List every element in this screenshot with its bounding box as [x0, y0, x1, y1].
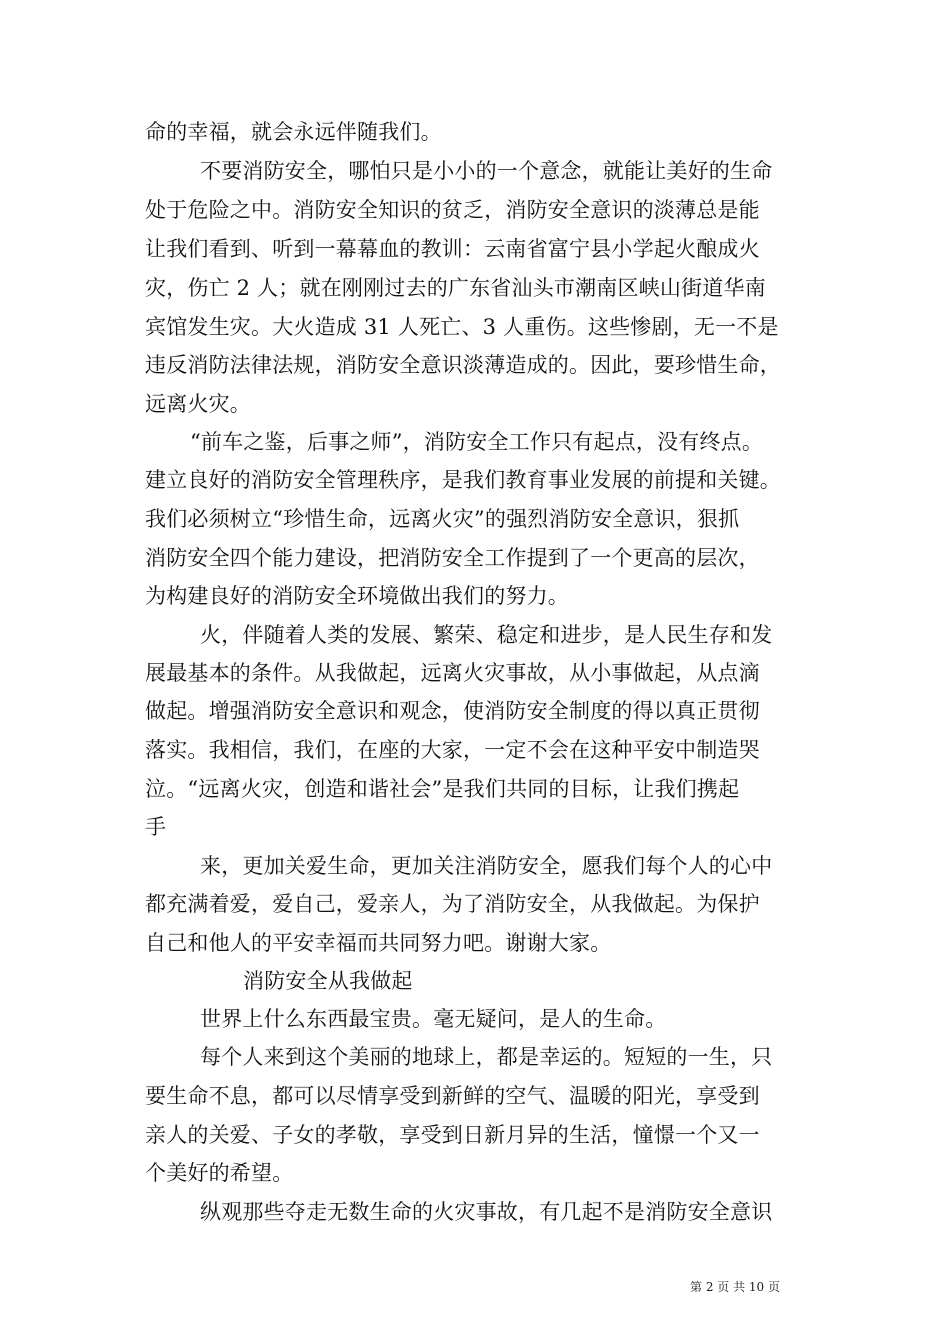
text-line: 泣。“远离火灾，创造和谐社会”是我们共同的目标，让我们携起 [145, 777, 740, 801]
text-line: 要生命不息，都可以尽情享受到新鲜的空气、温暖的阳光，享受到 [145, 1084, 760, 1108]
section-heading: 消防安全从我做起 [243, 969, 413, 993]
text-line: 手 [145, 815, 167, 839]
text-line: 为构建良好的消防安全环境做出我们的努力。 [145, 584, 569, 608]
text-line: 宾馆发生灾。大火造成 31 人死亡、3 人重伤。这些惨剧，无一不是 [145, 315, 779, 339]
paragraph-first-line: “前车之鉴，后事之师”，消防安全工作只有起点，没有终点。 [190, 430, 764, 454]
paragraph-first-line: 不要消防安全，哪怕只是小小的一个意念，就能让美好的生命 [200, 159, 773, 183]
text-line: 展最基本的条件。从我做起，远离火灾事故，从小事做起，从点滴 [145, 661, 760, 685]
text-line: 灾，伤亡 2 人；就在刚刚过去的广东省汕头市潮南区峡山街道华南 [145, 276, 766, 300]
text-line: 远离火灾。 [145, 392, 251, 416]
text-line: 自己和他人的平安幸福而共同努力吧。谢谢大家。 [145, 931, 612, 955]
text-line: 落实。我相信，我们，在座的大家，一定不会在这种平安中制造哭 [145, 738, 760, 762]
text-line: 让我们看到、听到一幕幕血的教训：云南省富宁县小学起火酿成火 [145, 237, 760, 261]
paragraph-first-line: 火，伴随着人类的发展、繁荣、稳定和进步，是人民生存和发 [200, 623, 773, 647]
paragraph-first-line: 每个人来到这个美丽的地球上，都是幸运的。短短的一生，只 [200, 1045, 773, 1069]
text-line: 建立良好的消防安全管理秩序，是我们教育事业发展的前提和关键。 [145, 468, 781, 492]
text-line: 命的幸福，就会永远伴随我们。 [145, 120, 442, 144]
page-number-footer: 第 2 页 共 10 页 [690, 1280, 780, 1294]
paragraph-first-line: 纵观那些夺走无数生命的火灾事故，有几起不是消防安全意识 [200, 1200, 773, 1224]
text-line: 违反消防法律法规，消防安全意识淡薄造成的。因此，要珍惜生命， [145, 353, 781, 377]
text-line: 处于危险之中。消防安全知识的贫乏，消防安全意识的淡薄总是能 [145, 198, 760, 222]
text-line: 做起。增强消防安全意识和观念，使消防安全制度的得以真正贯彻 [145, 699, 760, 723]
text-line: 都充满着爱，爱自己，爱亲人，为了消防安全，从我做起。为保护 [145, 892, 760, 916]
text-line: 我们必须树立“珍惜生命，远离火灾”的强烈消防安全意识，狠抓 [145, 507, 740, 531]
paragraph-first-line: 来，更加关爱生命，更加关注消防安全，愿我们每个人的心中 [200, 854, 773, 878]
text-line: 个美好的希望。 [145, 1161, 294, 1185]
paragraph-first-line: 世界上什么东西最宝贵。毫无疑问，是人的生命。 [200, 1007, 667, 1031]
text-line: 亲人的关爱、子女的孝敬，享受到日新月异的生活，憧憬一个又一 [145, 1123, 760, 1147]
text-line: 消防安全四个能力建设，把消防安全工作提到了一个更高的层次， [145, 546, 760, 570]
